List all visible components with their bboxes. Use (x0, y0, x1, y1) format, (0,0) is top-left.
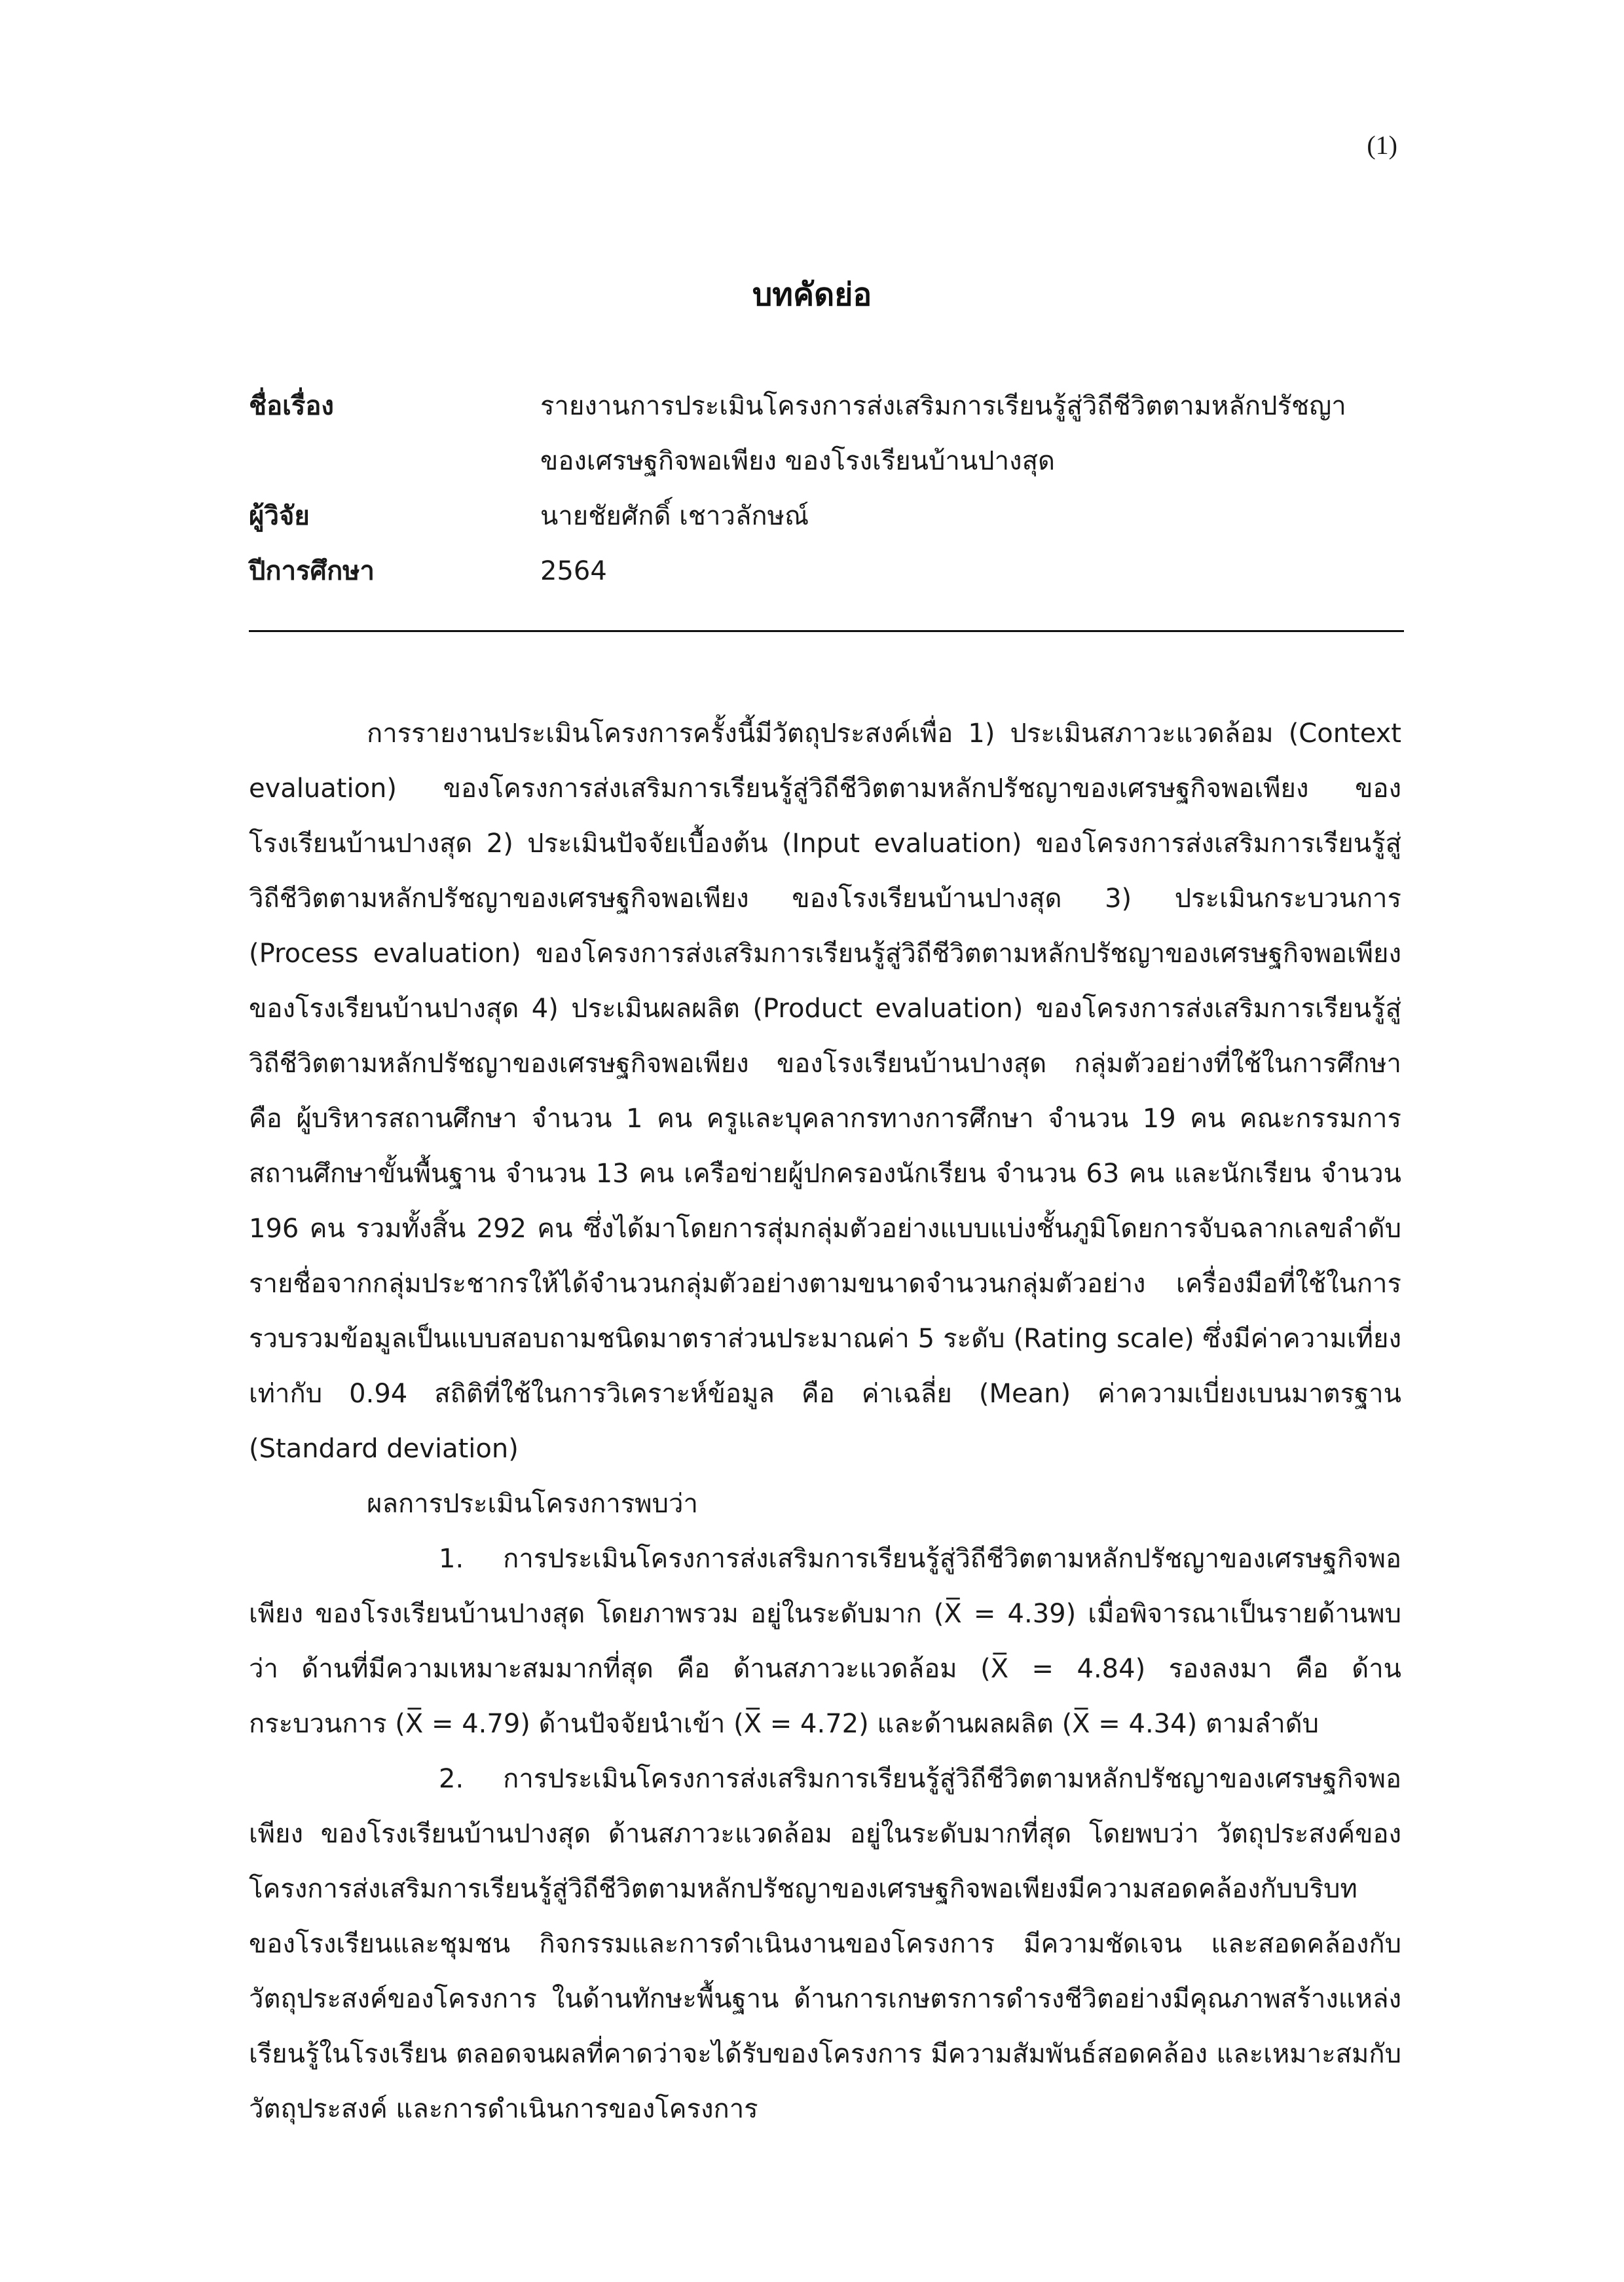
page-title: บทคัดย่อ (752, 276, 872, 313)
result-item-1: 1. การประเมินโครงการส่งเสริมการเรียนรู้สู่วิถีชีวิตตามหลักปรัชญาของเศรษฐกิจพอเพียง ของโรงเรียนบ้านปางสุด โดยภาพรวม อยู่ในระดับมาก (X̅ = 4.39) เมื่อพิจารณาเป็นรายด้านพบว่า ด้านที่มีความเหมาะสมมากที่สุด คือ ด้านสภาวะแวดล้อม (X̅ = 4.84) รองลงมา คือ ด้านกระบวนการ (X̅ = 4.79) ด้านปัจจัยนำเข้า (X̅ = 4.72) และด้านผลผลิต (X̅ = 4.34) ตามลำดับ (249, 1544, 1401, 1739)
topic-value-line-2: ของเศรษฐกิจพอเพียง ของโรงเรียนบ้านปางสุด (540, 446, 1055, 476)
topic-row (249, 379, 1401, 434)
year-row (249, 544, 1401, 599)
researcher-row (249, 489, 1401, 544)
topic-label: ชื่อเรื่อง (249, 391, 334, 421)
abstract-paragraph-objectives: การรายงานประเมินโครงการครั้งนี้มีวัตถุประสงค์เพื่อ 1) ประเมินสภาวะแวดล้อม (Context evaluation) ของโครงการส่งเสริมการเรียนรู้สู่วิถีชีวิตตามหลักปรัชญาของเศรษฐกิจพอเพียง ของโรงเรียนบ้านปางสุด 2) ประเมินปัจจัยเบื้องต้น (Input evaluation) ของโครงการส่งเสริมการเรียนรู้สู่วิถีชีวิตตามหลักปรัชญาของเศรษฐกิจพอเพียง ของโรงเรียนบ้านปางสุด 3) ประเมินกระบวนการ (Process evaluation) ของโครงการส่งเสริมการเรียนรู้สู่วิถีชีวิตตามหลักปรัชญาของเศรษฐกิจพอเพียงของโรงเรียนบ้านปางสุด 4) ประเมินผลผลิต (Product evaluation) ของโครงการส่งเสริมการเรียนรู้สู่วิถีชีวิตตามหลักปรัชญาของเศรษฐกิจพอเพียง ของโรงเรียนบ้านปางสุด กลุ่มตัวอย่างที่ใช้ในการศึกษา คือ ผู้บริหารสถานศึกษา จำนวน 1 คน ครูและบุคลากรทางการศึกษา จำนวน 19 คน คณะกรรมการสถานศึกษาขั้นพื้นฐาน จำนวน 13 คน เครือข่ายผู้ปกครองนักเรียน จำนวน 63 คน และนักเรียน จำนวน 196 คน รวมทั้งสิ้น 292 คน ซึ่งได้มาโดยการสุ่มกลุ่มตัวอย่างแบบแบ่งชั้นภูมิโดยการจับฉลากเลขลำดับรายชื่อจากกลุ่มประชากรให้ได้จำนวนกลุ่มตัวอย่างตามขนาดจำนวนกลุ่มตัวอย่าง เครื่องมือที่ใช้ในการรวบรวมข้อมูลเป็นแบบสอบถามชนิดมาตราส่วนประมาณค่า 5 ระดับ (Rating scale) ซึ่งมีค่าความเที่ยงเท่ากับ 0.94 สถิติที่ใช้ในการวิเคราะห์ข้อมูล คือ ค่าเฉลี่ย (Mean) ค่าความเบี่ยงเบนมาตรฐาน (Standard deviation) (249, 719, 1401, 1464)
abstract-metadata (249, 379, 1401, 599)
topic-row-continued (249, 434, 1401, 489)
year-value: 2564 (540, 556, 607, 586)
researcher-label: ผู้วิจัย (249, 501, 310, 531)
abstract-body (249, 706, 1401, 2137)
result-item-2: 2. การประเมินโครงการส่งเสริมการเรียนรู้สู่วิถีชีวิตตามหลักปรัชญาของเศรษฐกิจพอเพียง ของโรงเรียนบ้านปางสุด ด้านสภาวะแวดล้อม อยู่ในระดับมากที่สุด โดยพบว่า วัตถุประสงค์ของโครงการส่งเสริมการเรียนรู้สู่วิถีชีวิตตามหลักปรัชญาของเศรษฐกิจพอเพียงมีความสอดคล้องกับบริบทของโรงเรียนและชุมชน กิจกรรมและการดำเนินงานของโครงการ มีความชัดเจน และสอดคล้องกับวัตถุประสงค์ของโครงการ ในด้านทักษะพื้นฐาน ด้านการเกษตรการดำรงชีวิตอย่างมีคุณภาพสร้างแหล่งเรียนรู้ในโรงเรียน ตลอดจนผลที่คาดว่าจะได้รับของโครงการ มีความสัมพันธ์สอดคล้อง และเหมาะสมกับวัตถุประสงค์ และการดำเนินการของโครงการ (249, 1764, 1401, 2124)
results-intro: ผลการประเมินโครงการพบว่า (367, 1489, 698, 1519)
researcher-value: นายชัยศักดิ์ เชาวลักษณ์ (540, 501, 809, 531)
divider-line (249, 630, 1404, 632)
page-number: (1) (1367, 130, 1397, 160)
year-label: ปีการศึกษา (249, 556, 375, 586)
topic-label-spacer (249, 434, 540, 489)
topic-value-line-1: รายงานการประเมินโครงการส่งเสริมการเรียนรู้สู่วิถีชีวิตตามหลักปรัชญา (540, 391, 1346, 421)
